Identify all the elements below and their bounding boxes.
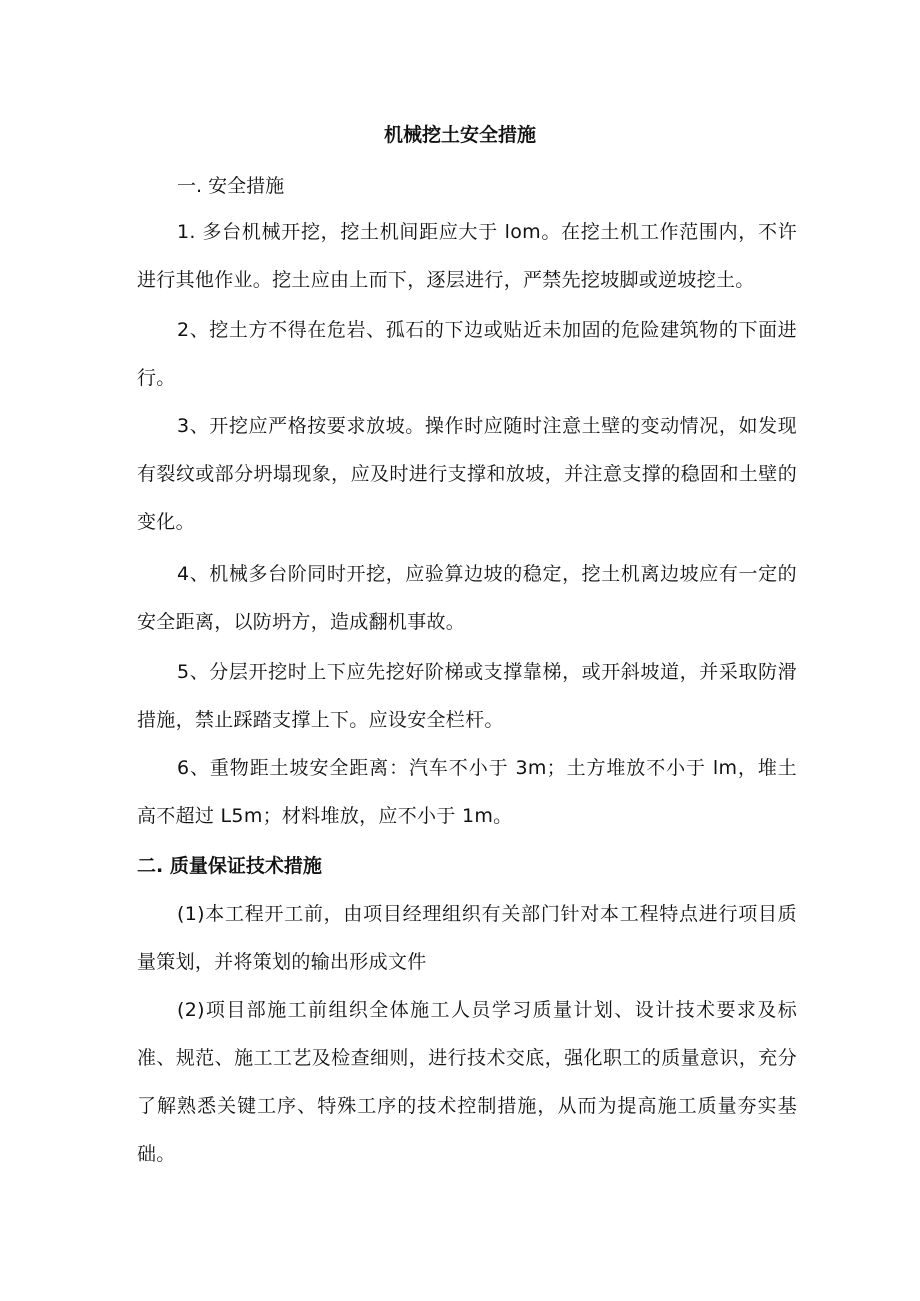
document-title: 机械挖土安全措施: [383, 124, 536, 146]
safety-item-1: 1. 多台机械开挖，挖土机间距应大于 lom。在挖土机工作范围内，不许进行其他作业。挖土应由上而下，逐层进行，严禁先挖坡脚或逆坡挖土。: [137, 221, 797, 291]
section-heading-safety: 一. 安全措施: [177, 175, 285, 197]
safety-item-5: 5、分层开挖时上下应先挖好阶梯或支撑靠梯，或开斜坡道，并采取防滑措施，禁止踩踏支撑上下。应设安全栏杆。: [137, 661, 797, 731]
quality-item-1: (1)本工程开工前，由项目经理组织有关部门针对本工程特点进行项目质量策划，并将策划的输出形成文件: [137, 903, 797, 973]
quality-item-2: (2)项目部施工前组织全体施工人员学习质量计划、设计技术要求及标准、规范、施工工艺及检查细则，进行技术交底，强化职工的质量意识，充分了解熟悉关键工序、特殊工序的技术控制措施，从而为提高施工质量夯实基础。: [137, 999, 797, 1165]
safety-item-2: 2、挖土方不得在危岩、孤石的下边或贴近未加固的危险建筑物的下面进行。: [137, 319, 797, 389]
safety-item-3: 3、开挖应严格按要求放坡。操作时应随时注意土壁的变动情况，如发现有裂纹或部分坍塌现象，应及时进行支撑和放坡，并注意支撑的稳固和土壁的变化。: [137, 415, 797, 533]
safety-item-4: 4、机械多台阶同时开挖，应验算边坡的稳定，挖土机离边坡应有一定的安全距离，以防坍方，造成翻机事故。: [137, 563, 797, 633]
safety-item-6: 6、重物距土坡安全距离：汽车不小于 3m；土方堆放不小于 lm，堆土高不超过 L5m；材料堆放，应不小于 1m。: [137, 757, 797, 827]
section-heading-quality: 二. 质量保证技术措施: [137, 855, 322, 877]
